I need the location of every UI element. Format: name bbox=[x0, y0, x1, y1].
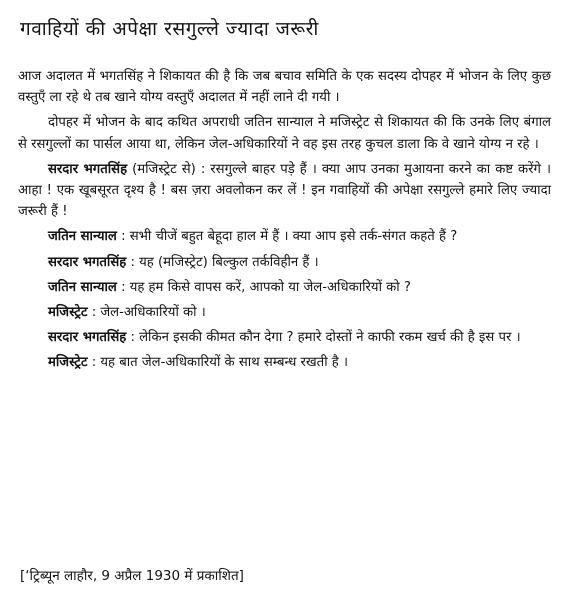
speaker-name: सरदार भगतसिंह bbox=[48, 330, 127, 346]
speech-text: : यह बात जेल-अधिकारियों के साथ सम्बन्ध रखती है । bbox=[91, 355, 348, 371]
dialogue-line bbox=[18, 302, 551, 323]
page-title: गवाहियों की अपेक्षा रसगुल्ले ज्यादा जरूरी bbox=[20, 18, 319, 40]
dialogue-line bbox=[18, 277, 551, 298]
document-body bbox=[18, 66, 551, 374]
speaker-name: मजिस्ट्रेट bbox=[48, 305, 88, 321]
speech-text: : यह (मजिस्ट्रेट) बिल्कुल तर्कविहीन हैं । bbox=[130, 254, 319, 270]
speech-text: : लेकिन इसकी कीमत कौन देगा ? हमारे दोस्तों ने काफी रकम खर्च की है इस पर । bbox=[130, 330, 521, 346]
dialogue-line bbox=[18, 159, 551, 223]
speaker-name: सरदार भगतसिंह bbox=[48, 254, 127, 270]
speech-text: : सभी चीजें बहुत बेहूदा हाल में हैं । क्या आप इसे तर्क-संगत कहते हैं ? bbox=[121, 229, 458, 245]
speaker-name: मजिस्ट्रेट bbox=[48, 355, 88, 371]
paragraph-1: आज अदालत में भगतसिंह ने शिकायत की है कि जब बचाव समिति के एक सदस्य दोपहर में भोजन के लिए कुछ वस्तुएँ ला रहे थे तब खाने योग्य वस्तुएँ अदालत में नहीं लाने दी गयी । bbox=[18, 69, 551, 106]
speaker-name: सरदार भगतसिंह bbox=[48, 161, 128, 177]
dialogue-line bbox=[18, 226, 551, 247]
dialogue-line bbox=[18, 252, 551, 273]
speaker-name: जतिन सान्याल bbox=[48, 279, 117, 295]
source-citation: [‘ट्रिब्यून लाहौर, 9 अप्रैल 1930 में प्रकाशित] bbox=[20, 568, 244, 584]
dialogue-line bbox=[18, 352, 551, 373]
dialogue-line bbox=[18, 327, 551, 348]
speech-text: : यह हम किसे वापस करें, आपको या जेल-अधिकारियों को ? bbox=[121, 279, 411, 295]
speech-text: (मजिस्ट्रेट से) : रसगुल्ले बाहर पड़े हैं । क्या आप उनका मुआयना करने का कष्ट करेंगे । आहा ! एक खूबसूरत दृश्य है ! बस ज़रा अवलोकन कर लें ! इन गवाहियों की अपेक्षा रसगुल्ले हमारे लिए ज्यादा जरूरी हैं ! bbox=[18, 161, 551, 220]
speaker-name: जतिन सान्याल bbox=[48, 229, 117, 245]
speech-text: : जेल-अधिकारियों को । bbox=[91, 305, 206, 321]
paragraph-2: दोपहर में भोजन के बाद कथित अपराधी जतिन सान्याल ने मजिस्ट्रेट से शिकायत की कि उनके लिए बंगाल से रसगुल्लों का पार्सल आया था, लेकिन जेल-अधिकारियों ने वह इस तरह कुचल डाला कि वे खाने योग्य न रहे । bbox=[18, 115, 551, 152]
